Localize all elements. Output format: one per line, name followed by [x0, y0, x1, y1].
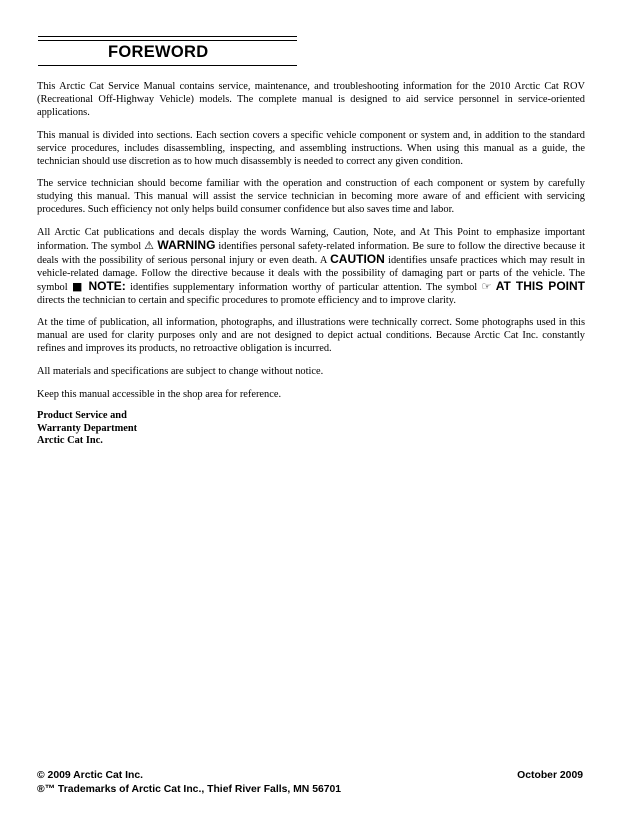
warning-triangle-icon: ⚠ [144, 238, 155, 252]
symbols-text-c: identifies unsafe practices which may result in vehicle-related damage. Follow the directive because it deals with the possibility of damaging part or parts of the vehicle. The symbol [37, 254, 585, 293]
symbols-text-b: identifies personal safety-related information. Be sure to follow the directive because it deals with the possibility of serious personal injury or even death. A [37, 240, 585, 266]
note-label: NOTE: [88, 278, 126, 293]
at-this-point-label: AT THIS POINT [495, 278, 585, 293]
footer-row [37, 769, 583, 783]
publication-date: October 2009 [517, 770, 583, 781]
symbols-text-e: directs the technician to certain and specific procedures to promote efficiency and to improve clarity. [37, 294, 456, 306]
copyright-text: © 2009 Arctic Cat Inc. [37, 770, 144, 781]
paragraph-keep-manual: Keep this manual accessible in the shop area for reference. [37, 388, 282, 400]
paragraph-publication: At the time of publication, all information, photographs, and illustrations were technically correct. Some photographs used in this manual are used for clarity purposes only and are not designed to depict actual conditions. Because Arctic Cat Inc. constantly refines and improves its products, no retroactive obligation is incurred. [37, 317, 585, 355]
page-title: FOREWORD [108, 43, 209, 61]
paragraph-sections: This manual is divided into sections. Each section covers a specific vehicle component or system and, in addition to the standard service procedures, includes disassembling, inspecting, and assembling instructions. When using this manual as a guide, the technician should use discretion as to how much disassembly is needed to correct any given condition. [37, 129, 585, 167]
signature-block [37, 410, 585, 448]
symbols-text-d: identifies supplementary information worthy of particular attention. The symbol [125, 281, 482, 293]
caution-label: CAUTION [330, 251, 385, 266]
warning-label: WARNING [157, 237, 216, 252]
signature-line-2: Warranty Department [37, 422, 138, 434]
trademark-text: ®™ Trademarks of Arctic Cat Inc., Thief River Falls, MN 56701 [37, 784, 342, 795]
signature-line-3: Arctic Cat Inc. [37, 435, 103, 447]
paragraph-intro: This Arctic Cat Service Manual contains service, maintenance, and troubleshooting information for the 2010 Arctic Cat ROV (Recreational Off-Highway Vehicle) models. The complete manual is designed to aid service personnel in service-oriented applications. [37, 81, 585, 118]
body-text [37, 80, 585, 448]
signature-line-1: Product Service and [37, 410, 127, 422]
paragraph-materials: All materials and specifications are subject to change without notice. [37, 365, 324, 377]
title-block [38, 36, 297, 66]
paragraph-technician: The service technician should become familiar with the operation and construction of each component or system by carefully studying this manual. This manual will assist the service technician in becoming more aware of and efficient with servicing procedures. Such efficiency not only helps build consumer confidence but also saves time and labor. [37, 178, 585, 216]
paragraph-symbols [37, 226, 585, 307]
note-square-icon: ■ [71, 279, 85, 293]
symbols-text-a: All Arctic Cat publications and decals display the words Warning, Caution, Note, and At This Point to emphasize important information. The symbol [37, 226, 585, 252]
pointing-hand-icon: ☞ [481, 279, 492, 293]
page-footer [37, 769, 583, 797]
title-bottom-rule [38, 65, 297, 66]
